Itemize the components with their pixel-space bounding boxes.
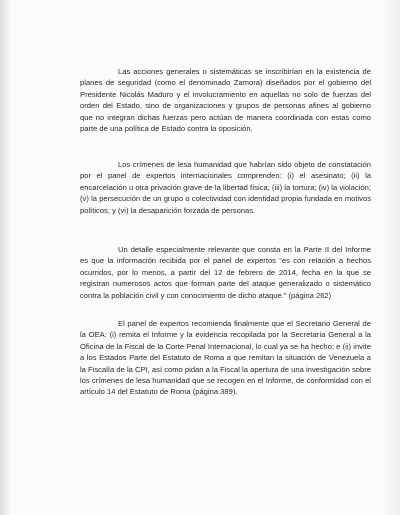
- paragraph-crimes-against-humanity: Los crímenes de lesa humanidad que habrían sido objeto de constatación por el panel de expertos internacionales comprenden: (i) el asesinato; (ii) la encarcelación u otra privación grave de la libertad física; (iii) la tortura; (iv) la violación; (v) la persecución de un grupo o colectividad con identidad propia fundada en motivos políticos; y (vi) la desaparición forzada de personas.: [80, 160, 371, 215]
- paragraph-panel-recommendation: El panel de expertos recomienda finalmente que el Secretario General de la OEA: (i) remita el Informe y la evidencia recopilada por la Secretaría General a la Oficina de la Fiscal de la Corte Penal Internacional, lo cual ya se ha hecho; e (ii) invite a los Estados Parte del Estatuto de Roma a que remitan la situación de Venezuela a la Fiscalía de la CPI, así como pidan a la Fiscal la apertura de una investigación sobre los crímenes de lesa humanidad que se recogen en el Informe, de conformidad con el artículo 14 del Estatuto de Roma (página 389).: [80, 319, 371, 397]
- page-binding-shadow: [0, 0, 10, 515]
- paragraph-report-part-two: Un detalle especialmente relevante que consta en la Parte II del Informe es que la información recibida por el panel de expertos “es con relación a hechos ocurridos, por lo menos, a partir del 12 de febrero de 2014, fecha en la que se registran numerosos actos que forman parte del ataque generalizado o sistemático contra la población civil y con conocimiento de dicho ataque.” (página 262): [80, 245, 371, 300]
- paragraph-general-actions: Las acciones generales o sistemáticas se inscribirían en la existencia de planes de seguridad (como el denominado Zamora) diseñados por el gobierno del Presidente Nicolás Maduro y el involucramiento en aquellas no solo de fuerzas del orden del Estado, sino de organizaciones y grupos de personas afines al gobierno que no integran dichas fuerzas pero actúan de manera coordinada con estas como parte de una política de Estado contra la oposición.: [80, 67, 371, 134]
